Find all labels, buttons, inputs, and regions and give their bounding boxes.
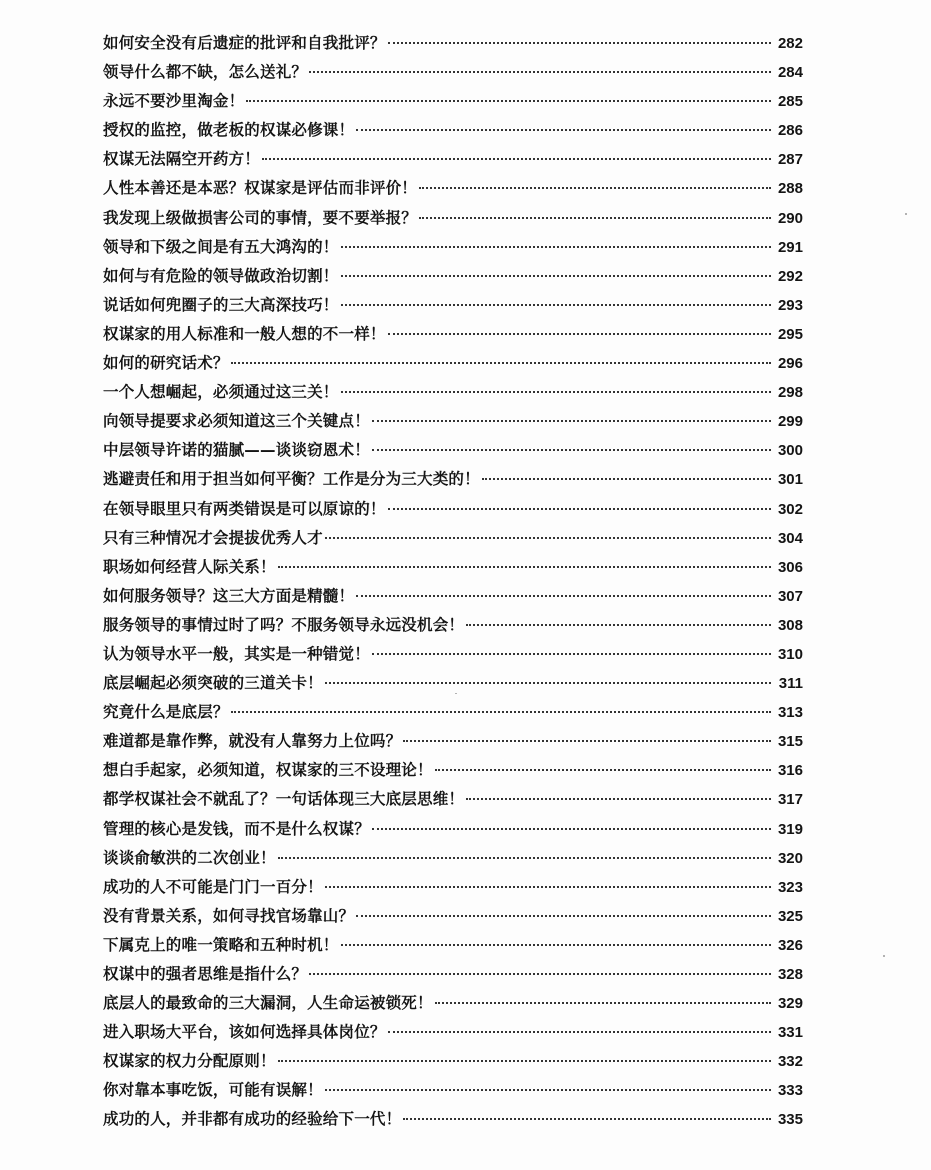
toc-entry-page-number: 308 xyxy=(777,616,803,634)
dot-leader xyxy=(262,157,771,160)
toc-entry-page-number: 292 xyxy=(777,267,803,285)
toc-entry[interactable] xyxy=(103,495,803,524)
toc-entry-title: 成功的人，并非都有成功的经验给下一代！ xyxy=(103,1110,402,1129)
toc-entry[interactable] xyxy=(103,727,803,756)
toc-entry[interactable] xyxy=(103,1047,803,1076)
scan-speck xyxy=(455,693,457,694)
toc-entry-page-number: 293 xyxy=(777,296,803,314)
toc-entry-title: 难道都是靠作弊，就没有人靠努力上位吗？ xyxy=(103,732,402,751)
toc-entry[interactable] xyxy=(103,407,803,436)
dot-leader xyxy=(309,972,771,975)
toc-entry[interactable] xyxy=(103,611,803,640)
dot-leader xyxy=(341,303,771,306)
toc-entry-title: 权谋家的用人标准和一般人想的不一样！ xyxy=(103,324,386,343)
toc-entry[interactable] xyxy=(103,116,803,145)
dot-leader xyxy=(466,623,771,626)
toc-entry-page-number: 295 xyxy=(777,325,803,343)
toc-entry[interactable] xyxy=(103,378,803,407)
toc-entry-page-number: 300 xyxy=(777,442,803,460)
toc-entry[interactable] xyxy=(103,29,803,58)
toc-entry-page-number: 299 xyxy=(777,413,803,431)
toc-entry-page-number: 310 xyxy=(777,645,803,663)
dot-leader xyxy=(356,128,771,131)
dot-leader xyxy=(372,652,771,655)
toc-entry-page-number: 333 xyxy=(777,1082,803,1100)
toc-entry[interactable] xyxy=(103,524,803,553)
toc-entry-title: 没有背景关系，如何寻找官场靠山？ xyxy=(103,906,355,925)
toc-entry-title: 领导什么都不缺，怎么送礼？ xyxy=(103,63,308,82)
toc-entry[interactable] xyxy=(103,1018,803,1047)
toc-entry-page-number: 285 xyxy=(777,93,803,111)
toc-entry-page-number: 296 xyxy=(777,355,803,373)
toc-entry-page-number: 328 xyxy=(777,966,803,983)
scan-speck xyxy=(905,213,907,215)
dot-leader xyxy=(278,1059,771,1062)
dot-leader xyxy=(388,507,771,510)
toc-entry-title: 一个人想崛起，必须通过这三关！ xyxy=(103,383,339,402)
toc-entry-title: 只有三种情况才会提拔优秀人才 xyxy=(103,528,323,547)
toc-entry-page-number: 291 xyxy=(777,238,803,256)
toc-entry-title: 权谋家的权力分配原则！ xyxy=(103,1052,276,1071)
toc-entry-page-number: 307 xyxy=(777,587,803,605)
toc-entry[interactable] xyxy=(103,698,803,727)
dot-leader xyxy=(419,186,771,189)
toc-entry-page-number: 319 xyxy=(777,820,803,838)
dot-leader xyxy=(435,1001,771,1004)
toc-entry-title: 向领导提要求必须知道这三个关键点！ xyxy=(103,412,370,431)
toc-entry[interactable] xyxy=(103,785,803,814)
toc-entry[interactable] xyxy=(103,349,803,378)
toc-entry-page-number: 329 xyxy=(777,995,803,1013)
dot-leader xyxy=(278,565,771,568)
toc-entry-page-number: 286 xyxy=(777,122,803,140)
toc-entry-page-number: 313 xyxy=(777,704,803,722)
toc-entry[interactable] xyxy=(103,582,803,611)
toc-entry-title: 底层崛起必须突破的三道关卡！ xyxy=(103,674,323,693)
toc-entry[interactable] xyxy=(103,58,803,87)
toc-entry-page-number: 288 xyxy=(777,180,803,198)
toc-entry[interactable] xyxy=(103,1076,803,1105)
toc-entry-title: 认为领导水平一般，其实是一种错觉！ xyxy=(103,644,370,663)
toc-entry[interactable] xyxy=(103,204,803,233)
dot-leader xyxy=(246,99,771,102)
dot-leader xyxy=(309,70,771,73)
toc-entry-title: 在领导眼里只有两类错误是可以原谅的！ xyxy=(103,499,386,518)
toc-entry-page-number: 301 xyxy=(777,471,803,489)
dot-leader xyxy=(372,827,771,830)
toc-entry-title: 都学权谋社会不就乱了？一句话体现三大底层思维！ xyxy=(103,790,465,809)
toc-entry-page-number: 282 xyxy=(777,35,803,52)
toc-entry-title: 如何的研究话术？ xyxy=(103,354,229,373)
toc-entry[interactable] xyxy=(103,989,803,1018)
toc-entry-title: 底层人的最致命的三大漏洞，人生命运被锁死！ xyxy=(103,994,433,1013)
toc-entry-title: 服务领导的事情过时了吗？不服务领导永远没机会！ xyxy=(103,615,465,634)
toc-entry-title: 如何与有危险的领导做政治切割！ xyxy=(103,266,339,285)
toc-entry-title: 权谋中的强者思维是指什么？ xyxy=(103,965,308,983)
dot-leader xyxy=(372,448,771,451)
dot-leader xyxy=(341,274,771,277)
toc-entry-title: 如何安全没有后遗症的批评和自我批评？ xyxy=(103,34,386,52)
toc-entry-page-number: 284 xyxy=(777,64,803,82)
toc-entry-page-number: 323 xyxy=(777,878,803,896)
toc-entry[interactable] xyxy=(103,640,803,669)
table-of-contents xyxy=(103,29,803,1135)
toc-entry[interactable] xyxy=(103,815,803,844)
dot-leader xyxy=(325,536,771,539)
toc-entry-title: 永远不要沙里淘金！ xyxy=(103,92,245,111)
toc-entry-title: 管理的核心是发钱，而不是什么权谋？ xyxy=(103,819,370,838)
dot-leader xyxy=(231,710,771,713)
toc-entry-title: 想白手起家，必须知道，权谋家的三不设理论！ xyxy=(103,761,433,780)
toc-entry-title: 授权的监控，做老板的权谋必修课！ xyxy=(103,121,355,140)
dot-leader xyxy=(341,390,771,393)
toc-entry-page-number: 311 xyxy=(778,675,803,693)
toc-entry-page-number: 316 xyxy=(777,762,803,780)
dot-leader xyxy=(388,332,771,335)
scan-speck xyxy=(883,955,885,957)
toc-entry-title: 进入职场大平台，该如何选择具体岗位？ xyxy=(103,1023,386,1042)
toc-entry[interactable] xyxy=(103,960,803,989)
toc-entry[interactable] xyxy=(103,844,803,873)
dot-leader xyxy=(403,1117,771,1120)
toc-entry-page-number: 302 xyxy=(777,500,803,518)
toc-entry[interactable] xyxy=(103,756,803,785)
toc-entry-title: 职场如何经营人际关系！ xyxy=(103,557,276,576)
toc-entry-title: 谈谈俞敏洪的二次创业！ xyxy=(103,848,276,867)
toc-entry-title: 我发现上级做损害公司的事情，要不要举报？ xyxy=(103,208,418,227)
toc-entry-title: 人性本善还是本恶？权谋家是评估而非评价！ xyxy=(103,179,418,198)
dot-leader xyxy=(231,361,771,364)
toc-entry[interactable] xyxy=(103,873,803,902)
dot-leader xyxy=(356,594,771,597)
toc-entry[interactable] xyxy=(103,669,803,698)
toc-entry[interactable] xyxy=(103,174,803,203)
toc-entry-title: 中层领导许诺的猫腻——谈谈窃恩术！ xyxy=(103,441,370,460)
dot-leader xyxy=(419,216,771,219)
toc-entry-page-number: 325 xyxy=(777,907,803,925)
toc-entry-page-number: 317 xyxy=(777,791,803,809)
dot-leader xyxy=(325,885,771,888)
toc-entry-page-number: 331 xyxy=(777,1024,803,1042)
toc-entry[interactable] xyxy=(103,262,803,291)
toc-entry-title: 说话如何兜圈子的三大高深技巧！ xyxy=(103,295,339,314)
toc-entry-title: 下属克上的唯一策略和五种时机！ xyxy=(103,935,339,954)
toc-entry-title: 究竟什么是底层？ xyxy=(103,703,229,722)
toc-entry-page-number: 287 xyxy=(777,151,803,169)
toc-entry[interactable] xyxy=(103,465,803,494)
toc-entry-title: 领导和下级之间是有五大鸿沟的！ xyxy=(103,237,339,256)
toc-entry[interactable] xyxy=(103,145,803,174)
dot-leader xyxy=(325,1088,771,1091)
toc-entry-page-number: 326 xyxy=(777,936,803,954)
toc-entry-page-number: 315 xyxy=(777,733,803,751)
dot-leader xyxy=(403,739,771,742)
dot-leader xyxy=(388,41,771,44)
toc-entry-page-number: 320 xyxy=(777,849,803,867)
toc-entry-page-number: 306 xyxy=(777,558,803,576)
toc-entry-title: 你对靠本事吃饭，可能有误解！ xyxy=(103,1081,323,1100)
toc-entry[interactable] xyxy=(103,931,803,960)
dot-leader xyxy=(435,768,771,771)
dot-leader xyxy=(356,914,771,917)
toc-entry-page-number: 304 xyxy=(777,529,803,547)
dot-leader xyxy=(341,943,771,946)
toc-entry-page-number: 335 xyxy=(777,1111,803,1129)
toc-entry[interactable] xyxy=(103,233,803,262)
toc-entry[interactable] xyxy=(103,902,803,931)
toc-entry-title: 逃避责任和用于担当如何平衡？工作是分为三大类的！ xyxy=(103,470,480,489)
dot-leader xyxy=(278,856,771,859)
toc-entry[interactable] xyxy=(103,1105,803,1134)
toc-entry-title: 权谋无法隔空开药方！ xyxy=(103,150,261,169)
toc-entry-title: 如何服务领导？这三大方面是精髓！ xyxy=(103,586,355,605)
toc-entry-page-number: 290 xyxy=(777,209,803,227)
dot-leader xyxy=(466,797,771,800)
dot-leader xyxy=(388,1030,771,1033)
toc-entry[interactable] xyxy=(103,320,803,349)
toc-entry-page-number: 332 xyxy=(777,1053,803,1071)
toc-entry[interactable] xyxy=(103,436,803,465)
toc-entry[interactable] xyxy=(103,87,803,116)
toc-entry[interactable] xyxy=(103,553,803,582)
dot-leader xyxy=(372,419,771,422)
toc-entry-title: 成功的人不可能是门门一百分！ xyxy=(103,877,323,896)
dot-leader xyxy=(341,245,771,248)
dot-leader xyxy=(325,681,771,684)
toc-entry-page-number: 298 xyxy=(777,384,803,402)
toc-entry[interactable] xyxy=(103,291,803,320)
dot-leader xyxy=(482,477,771,480)
